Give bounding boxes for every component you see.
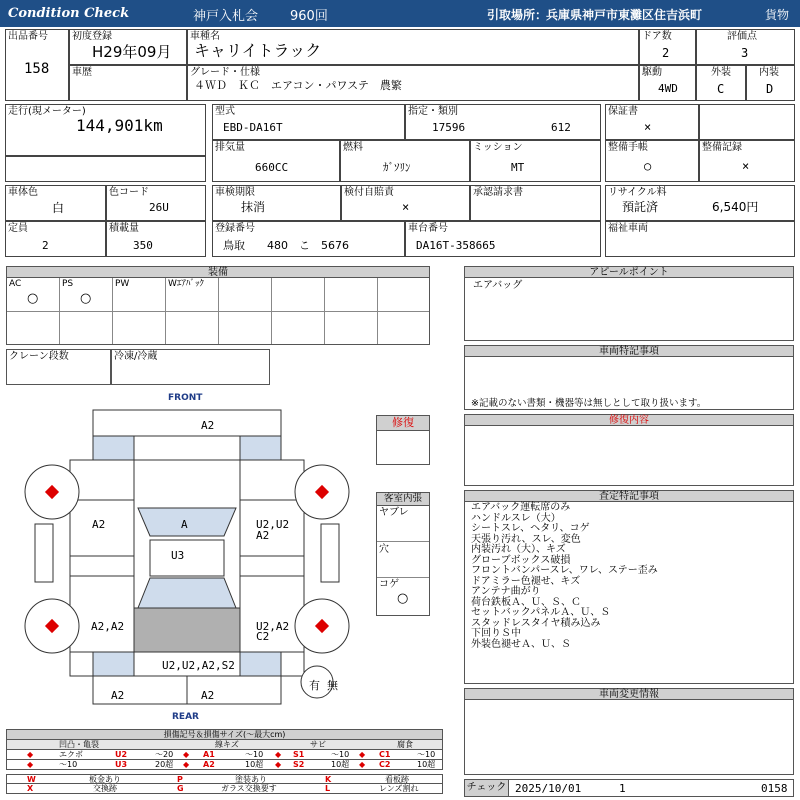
crane-label: クレーン段数 (9, 351, 69, 362)
repair-flag-box (376, 415, 430, 465)
mark-hood: A2 (201, 419, 215, 432)
manual-value: ○ (644, 159, 652, 173)
colorcode-box (106, 185, 206, 221)
inspection-note-line: セットバックパネルＡ、Ｕ、Ｓ (471, 607, 611, 618)
first-reg-label: 初度登録 (72, 31, 112, 42)
designation-box (405, 104, 601, 140)
legend-r2-7: C2 (379, 760, 391, 769)
spare-yes: 有 (309, 679, 320, 692)
ext-label: 外装 (711, 67, 731, 78)
colorcode-value: 26U (149, 201, 169, 214)
equip-ps-mark: ○ (80, 291, 92, 306)
record-label: 整備記録 (702, 142, 742, 153)
manual-box (605, 140, 699, 182)
legend-row-3 (6, 774, 443, 784)
legend-r2-3: A2 (203, 760, 215, 769)
inspection-label: 車検期限 (215, 187, 255, 198)
trim-value: ４ＷＤ ＫＣ エアコン・パワステ 農繁 (194, 79, 402, 92)
changes-header: 車両変更情報 (464, 688, 794, 700)
legend-r1-6: ～10 (331, 750, 350, 759)
mark-front-right-2: A2 (256, 529, 270, 542)
header-bar (0, 0, 800, 27)
mileage-box (5, 104, 206, 156)
manual-label: 整備手帳 (608, 142, 648, 153)
legend-r4-5: レンズ割れ (379, 784, 419, 793)
legend-r1-2: ～20 (155, 750, 174, 759)
inspection-note-line: シートスレ、ヘタリ、コゲ (471, 523, 590, 534)
grade-label: 評価点 (727, 31, 757, 42)
type-value: EBD-DA16T (223, 121, 283, 134)
legend-r4-4: L (325, 784, 331, 793)
regno-label: 登録番号 (215, 223, 255, 234)
legend-row-4 (6, 784, 443, 794)
legend-r3-4: K (325, 775, 332, 784)
history-label: 車歴 (72, 67, 92, 78)
cabin-box (376, 492, 430, 616)
legend-group-1: 凹凸・亀裂 (59, 740, 99, 749)
mission-label: ミッション (473, 142, 523, 153)
inspection-box (212, 185, 341, 221)
displacement-value: 660CC (255, 161, 289, 174)
displacement-label: 排気量 (215, 142, 245, 153)
legend-r2-5: S2 (293, 760, 305, 769)
approval-box (470, 185, 601, 221)
fridge-label: 冷凍/冷蔵 (114, 351, 158, 362)
inspection-note-line: 下回りＳ中 (471, 628, 521, 639)
doors-value: 2 (662, 46, 670, 60)
recycle-label: リサイクル料 (608, 187, 667, 198)
legend-r2-2: 20超 (155, 760, 174, 769)
cabin-burn-mark: ○ (397, 591, 409, 606)
tax-label: 検付自賠責 (344, 187, 394, 198)
legend-title: 損傷記号＆損傷サイズ(～最大cm) (6, 729, 443, 740)
int-value: D (766, 82, 774, 96)
legend-r1-4: ～10 (245, 750, 264, 759)
drive-box (639, 65, 696, 101)
repair-flag-label: 修復 (377, 416, 429, 431)
welfare-box (605, 221, 795, 257)
lot-label: 出品番号 (8, 31, 48, 42)
color-label: 車体色 (8, 187, 38, 198)
trim-box (187, 65, 639, 101)
repair-box (464, 425, 794, 486)
inspection-note-line: 内装汚れ（大）、キズ (471, 544, 566, 555)
repair-header: 修復内容 (464, 414, 794, 426)
legend-row-2: ◆ ～10 U3 20超 ◆ A2 10超 ◆ S2 10超 ◆ C2 10超 (6, 760, 443, 770)
inspection-note-line: グローブボックス破損 (471, 554, 571, 566)
legend-r1-7: C1 (379, 750, 391, 759)
inspection-notes-box (464, 501, 794, 684)
colorcode-label: 色コード (109, 187, 149, 198)
fridge-box (111, 349, 270, 385)
legend-r4-2: G (177, 784, 184, 793)
capacity-box (5, 221, 106, 257)
legend-r1-3: A1 (203, 750, 215, 759)
legend-group-3: サビ (310, 740, 326, 749)
chassis-label: 車台番号 (408, 223, 448, 234)
pickup-place: 兵庫県神戸市東灘区住吉浜町 (546, 8, 703, 22)
cabin-tear: ヤブレ (379, 507, 409, 518)
load-value: 350 (133, 239, 153, 252)
warranty-empty-box (699, 104, 795, 140)
recycle-amount: 6,540円 (712, 200, 759, 214)
mark-rear-right-1: U2,A2 (256, 620, 290, 633)
tax-box (341, 185, 470, 221)
appeal-box (464, 277, 794, 341)
category: 貨物 (765, 8, 790, 22)
mileage-value: 144,901km (76, 116, 163, 135)
first-reg-value: H29年09月 (92, 43, 172, 61)
drive-value: 4WD (658, 82, 678, 95)
trim-label: グレード・仕様 (190, 67, 260, 78)
legend-r3-1: 板金あり (89, 775, 121, 784)
grade-value: 3 (741, 46, 749, 60)
mark-roof: U3 (171, 549, 185, 562)
legend-r3-0: W (27, 775, 36, 784)
drive-label: 駆動 (642, 67, 662, 78)
mileage-sub-box (5, 156, 206, 182)
grade-box (696, 29, 795, 65)
equip-ps-label: PS (62, 279, 74, 289)
lot-value: 158 (24, 61, 50, 77)
regno-box (212, 221, 405, 257)
check-label: チェック (465, 780, 509, 796)
color-value: 白 (52, 201, 65, 215)
inspection-note-line: エアバック運転席のみ (471, 502, 571, 513)
legend-group-4: 腐食 (397, 740, 413, 749)
inspection-notes-header: 査定特記事項 (464, 490, 794, 502)
regno-value: 鳥取 480 こ 5676 (223, 239, 349, 252)
legend-r2-1: U3 (115, 760, 128, 769)
changes-box (464, 699, 794, 775)
first-reg-box (69, 29, 187, 65)
equip-wairbag-label: Wｴｱﾊﾞｯｸ (168, 279, 204, 289)
equip-ac-label: AC (9, 279, 22, 289)
legend-r3-2: P (177, 775, 183, 784)
cabin-hole: 穴 (379, 544, 389, 555)
mark-front-left: A2 (92, 518, 106, 531)
appeal-text: エアバッグ (473, 280, 523, 291)
load-label: 積載量 (109, 223, 139, 234)
mark-rear-right-2: C2 (256, 630, 270, 643)
inspection-note-line: 天張り汚れ、スレ、変色 (471, 533, 581, 545)
int-label: 内装 (759, 67, 779, 78)
designation-label: 指定・類別 (408, 106, 458, 117)
fuel-value: ｶﾞｿﾘﾝ (383, 161, 411, 174)
fuel-box (340, 140, 470, 182)
legend-r2-8: 10超 (417, 760, 436, 769)
warranty-box (605, 104, 699, 140)
capacity-value: 2 (42, 239, 49, 252)
brand-title: Condition Check (8, 6, 130, 21)
ext-value: C (717, 82, 725, 96)
legend-r1-0: エクボ (59, 750, 83, 759)
model-name-label: 車種名 (190, 31, 220, 42)
inspection-note-line: 荷台鉄板Ａ、Ｕ、Ｓ、Ｃ (471, 596, 581, 608)
legend-r1-1: U2 (115, 750, 128, 759)
auction-no: 960回 (290, 9, 328, 24)
load-box (106, 221, 206, 257)
recycle-box (605, 185, 795, 221)
footer-number: 0158 (761, 782, 788, 795)
lot-box (5, 29, 69, 101)
special-note: ※記載のない書類・機器等は無しとして取り扱います。 (471, 398, 707, 409)
mark-rear-left: A2,A2 (91, 620, 125, 633)
inspection-note-line: 外装色褪せＡ、Ｕ、Ｓ (471, 638, 571, 650)
type-box (212, 104, 405, 140)
mission-box (470, 140, 601, 182)
mark-windshield: A (181, 518, 188, 531)
inspection-note-line: ハンドルスレ（大） (471, 512, 561, 524)
model-name-value: キャリイトラック (194, 41, 322, 60)
designation-value: 17596 (432, 121, 466, 134)
special-header: 車両特記事項 (464, 345, 794, 357)
capacity-label: 定員 (8, 223, 28, 234)
rear-label: REAR (172, 712, 199, 722)
legend-r1-8: ～10 (417, 750, 436, 759)
legend-r3-3: 塗装あり (235, 775, 267, 784)
cabin-title: 客室内張 (377, 493, 429, 506)
inspection-note-line: アンテナ曲がり (471, 586, 541, 597)
model-name-box (187, 29, 639, 65)
legend-groups (6, 740, 443, 750)
chassis-value: DA16T-358665 (416, 239, 496, 252)
legend-r2-4: 10超 (245, 760, 264, 769)
welfare-label: 福祉車両 (608, 223, 648, 234)
type-label: 型式 (215, 106, 235, 117)
history-box (69, 65, 187, 101)
legend-r4-3: ガラス交換要す (221, 784, 277, 793)
spare-no: 無 (327, 679, 338, 692)
legend-r4-1: 交換跡 (93, 784, 117, 793)
auction-name: 神戸入札会 (193, 9, 259, 24)
equip-pw-label: PW (115, 279, 130, 289)
front-label: FRONT (168, 393, 203, 403)
chassis-box (405, 221, 601, 257)
int-box (746, 65, 795, 101)
pickup-label: 引取場所： (487, 8, 548, 22)
warranty-label: 保証書 (608, 106, 638, 117)
approval-label: 承認請求書 (473, 187, 523, 198)
legend-r3-5: 看板跡 (385, 775, 409, 784)
special-box (464, 356, 794, 410)
equipment-grid (6, 277, 430, 345)
appeal-header: アピールポイント (464, 266, 794, 278)
mark-rear-bumper-left: A2 (111, 689, 125, 702)
inspection-note-line: ドアミラー色褪せ、キズ (471, 575, 581, 587)
mark-front-right-1: U2,U2 (256, 518, 290, 531)
legend-r2-6: 10超 (331, 760, 350, 769)
crane-box (6, 349, 111, 385)
record-box (699, 140, 795, 182)
inspection-note-line: スタッドレスタイヤ積み込み (471, 617, 601, 629)
inspection-note-line: フロントバンパースレ、ワレ、ステー歪み (471, 565, 658, 576)
doors-box (639, 29, 696, 65)
inspection-value: 抹消 (241, 200, 266, 214)
footer-bar (464, 779, 794, 797)
mark-rear-bumper-right: A2 (201, 689, 215, 702)
equipment-header: 装備 (6, 266, 430, 278)
legend-r2-0: ～10 (59, 760, 78, 769)
tax-value: × (402, 200, 410, 214)
record-value: × (742, 159, 750, 173)
mission-value: MT (511, 161, 525, 174)
legend-r4-0: X (27, 784, 34, 793)
displacement-box (212, 140, 340, 182)
legend-group-2: 線キズ (215, 740, 239, 749)
legend-r1-5: S1 (293, 750, 305, 759)
mileage-label: 走行(現メーター) (8, 106, 86, 117)
recycle-status: 預託済 (622, 200, 659, 214)
equip-ac-mark: ○ (27, 291, 39, 306)
doors-label: ドア数 (642, 31, 672, 42)
fuel-label: 燃料 (343, 142, 363, 153)
color-box (5, 185, 106, 221)
footer-count: 1 (619, 782, 626, 795)
warranty-value: × (644, 120, 652, 134)
class-value: 612 (551, 121, 571, 134)
ext-box (696, 65, 746, 101)
cabin-burn: コゲ (379, 579, 399, 590)
mark-bed: U2,U2,A2,S2 (162, 659, 235, 672)
inspection-notes-list (471, 503, 787, 650)
legend-row-1: ◆ エクボ U2 ～20 ◆ A1 ～10 ◆ S1 ～10 ◆ C1 ～10 (6, 750, 443, 760)
footer-date: 2025/10/01 (515, 782, 582, 795)
